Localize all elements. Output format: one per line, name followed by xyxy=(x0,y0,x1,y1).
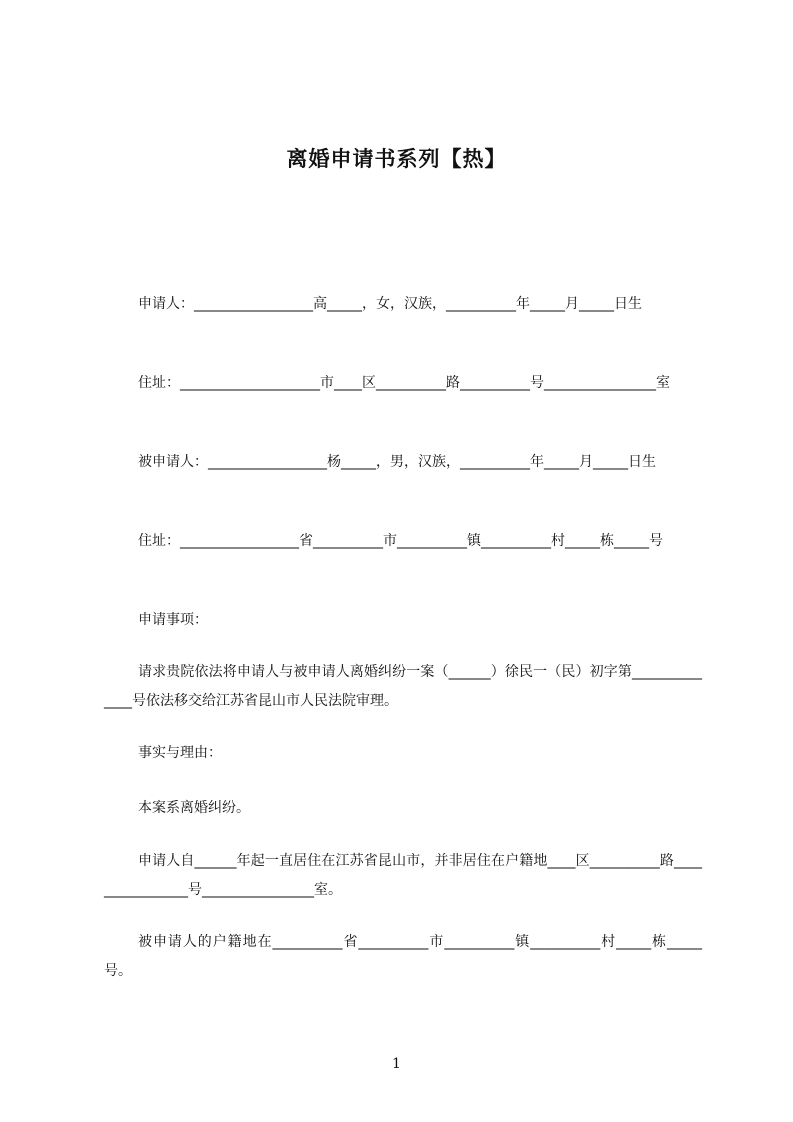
applicant-residence: 申请人自______年起一直居住在江苏省昆山市，并非居住在户籍地____区__________路________________号________________室。 xyxy=(104,853,702,898)
respondent-residence: 被申请人的户籍地在__________省__________市__________镇__________村_____栋_____号。 xyxy=(104,934,702,979)
section-heading-facts: 事实与理由： xyxy=(138,745,222,761)
respondent-info: 被申请人：_________________杨_____，男，汉族，__________年_____月_____日生 xyxy=(138,454,656,470)
page-number: 1 xyxy=(392,1056,401,1072)
applicant-address: 住址：____________________市____区__________路__________号________________室 xyxy=(138,375,670,391)
document-title: 离婚申请书系列【热】 xyxy=(286,147,507,171)
request-content: 请求贵院依法将申请人与被申请人离婚纠纷一案（______）徐民一（民）初字第______________号依法移交给江苏省昆山市人民法院审理。 xyxy=(104,664,702,709)
case-statement: 本案系离婚纠纷。 xyxy=(138,800,250,816)
section-heading-requests: 申请事项： xyxy=(138,612,208,628)
applicant-info: 申请人：_________________高_____，女，汉族，__________年_____月_____日生 xyxy=(138,296,642,312)
respondent-address: 住址：_________________省__________市__________镇__________村_____栋_____号 xyxy=(138,533,663,549)
